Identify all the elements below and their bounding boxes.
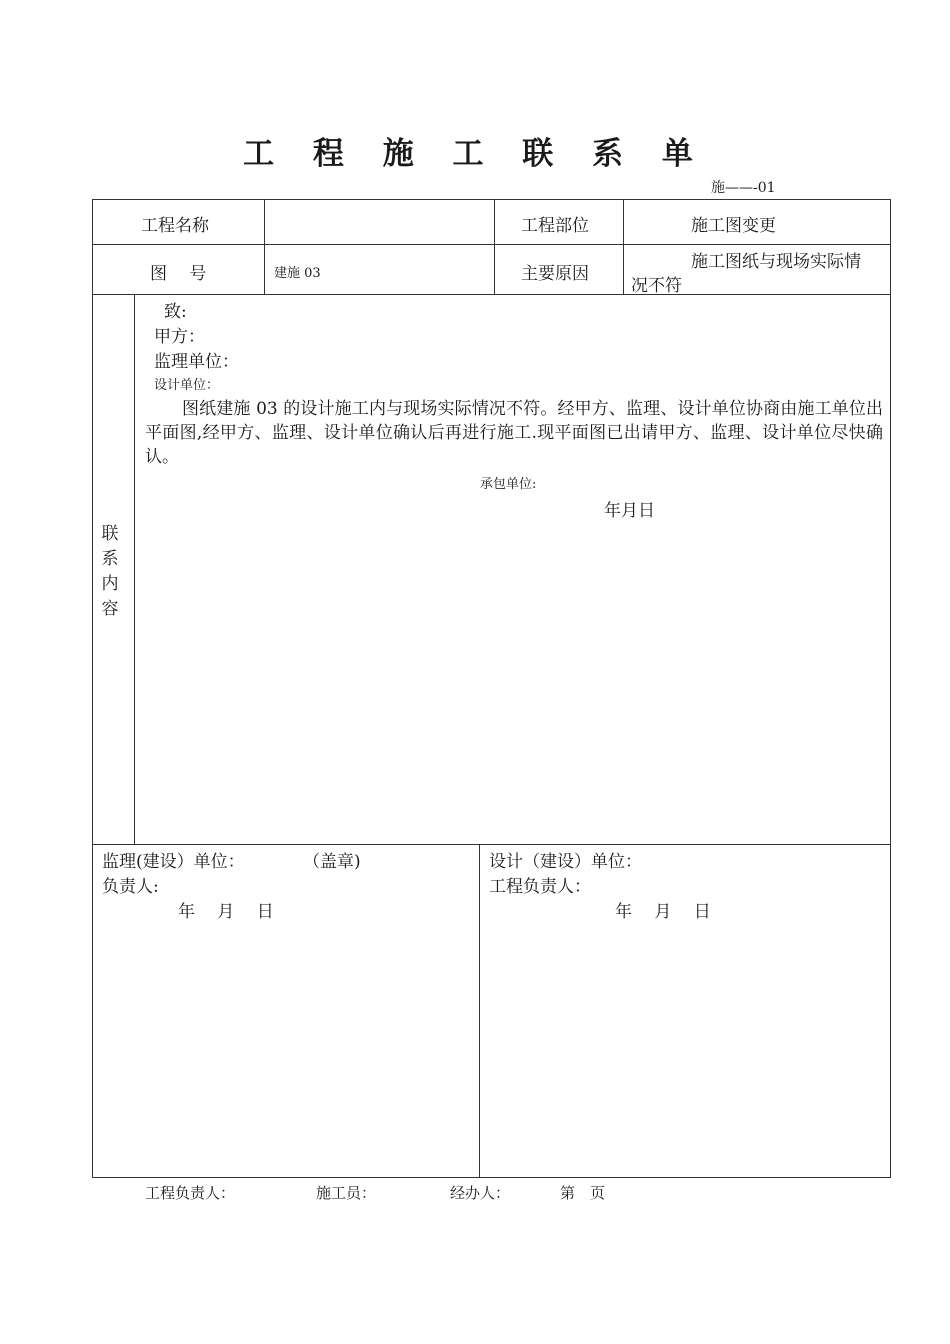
- table-border-left: [92, 199, 93, 1178]
- contractor-label: 承包单位:: [480, 477, 537, 492]
- left-person-label: 负责人:: [102, 877, 159, 897]
- table-border-right: [890, 199, 891, 1178]
- footer-handler: 经办人：: [450, 1184, 511, 1202]
- main-reason-label: 主要原因: [521, 264, 589, 284]
- right-person-label: 工程负责人：: [489, 877, 591, 897]
- document-number: 施——-01: [711, 180, 776, 196]
- designer-label: 设计单位：: [154, 378, 220, 393]
- row-divider-2: [92, 294, 891, 295]
- left-seal-label: （盖章): [303, 852, 361, 872]
- row-divider-3: [92, 844, 891, 845]
- contact-side-label: 联系内容: [101, 524, 119, 619]
- left-unit-label: 监理(建设）单位：: [102, 852, 245, 872]
- document-title: 工 程 施 工 联 系 单: [243, 136, 707, 172]
- col-divider-2: [494, 199, 495, 295]
- supervisor-label: 监理单位：: [154, 352, 239, 372]
- drawing-no-value: 建施 03: [274, 266, 321, 281]
- row-divider-1: [92, 244, 891, 245]
- drawing-no-label: 图 号: [150, 264, 207, 284]
- party-a-label: 甲方：: [154, 327, 205, 347]
- contact-paragraph: 图纸建施 03 的设计施工内与现场实际情况不符。经甲方、监理、设计单位协商由施工单位出平面图,经甲方、监理、设计单位确认后再进行施工.现平面图已出请甲方、监理、设计单位尽快确认。: [145, 399, 883, 467]
- to-label: 致:: [164, 302, 187, 322]
- right-unit-label: 设计（建设）单位：: [489, 852, 642, 872]
- project-part-label: 工程部位: [521, 216, 589, 236]
- right-date: 年 月 日: [615, 902, 711, 922]
- table-border-top: [92, 199, 891, 200]
- main-reason-value-line1: 施工图纸与现场实际情: [691, 252, 861, 272]
- footer-page: 第 页: [560, 1184, 606, 1202]
- sign-divider: [479, 844, 480, 1178]
- col-divider-1: [264, 199, 265, 295]
- project-name-label: 工程名称: [141, 216, 209, 236]
- left-date: 年 月 日: [178, 902, 274, 922]
- table-border-bottom: [92, 1177, 891, 1178]
- main-reason-value-line2: 况不符: [631, 276, 682, 296]
- footer-project-lead: 工程负责人：: [145, 1184, 236, 1202]
- project-part-value: 施工图变更: [691, 216, 776, 236]
- side-label-divider: [134, 294, 135, 845]
- footer-worker: 施工员：: [316, 1184, 377, 1202]
- col-divider-3: [623, 199, 624, 295]
- contact-date: 年月日: [604, 501, 655, 521]
